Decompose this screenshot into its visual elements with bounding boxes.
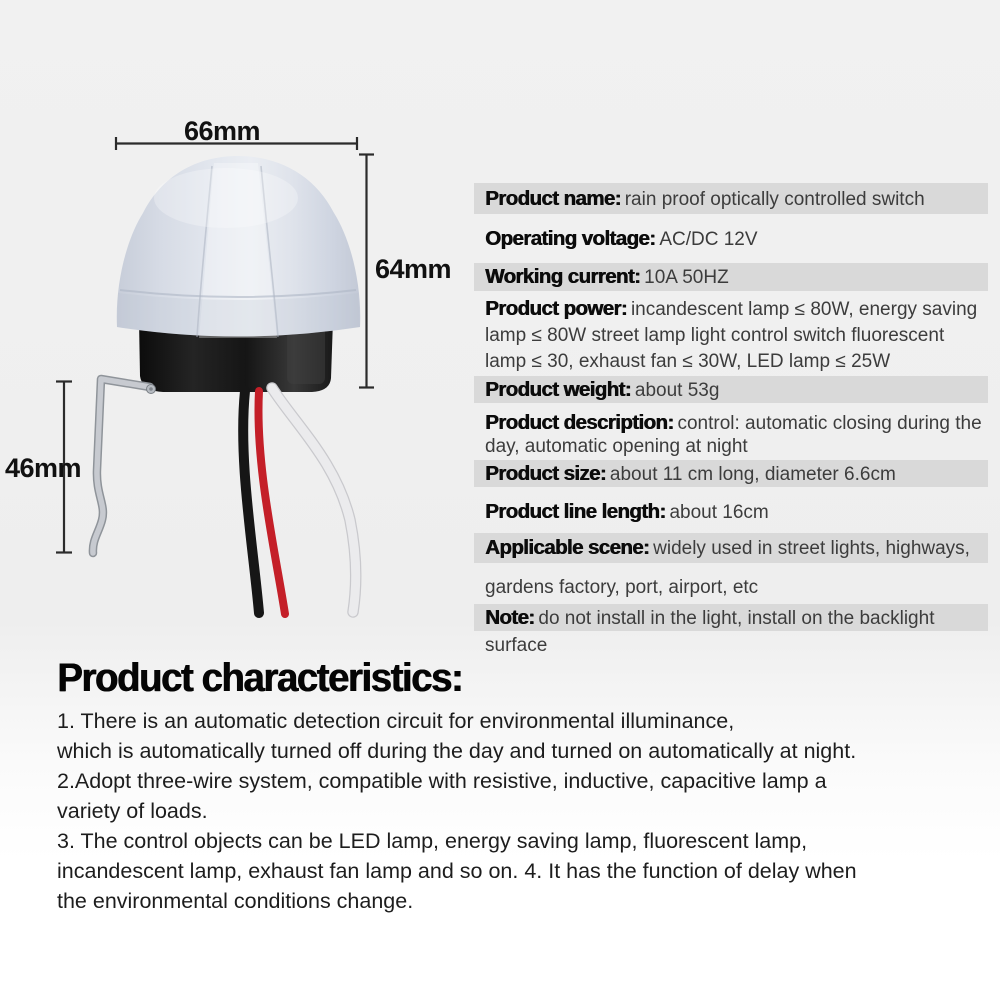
spec-row-note-continued [474,635,988,657]
spec-value: about 53g [634,380,720,401]
spec-row-product-weight [474,376,988,403]
spec-label: Product power: [485,297,627,320]
spec-label: Product name: [485,187,621,210]
characteristics-line: variety of loads. [57,799,208,823]
spec-row-product-size [474,460,988,487]
mounting-bracket [93,379,156,553]
characteristics-section [57,656,962,916]
spec-value: rain proof optically controlled switch [624,189,925,210]
spec-value: widely used in street lights, highways, [653,538,970,559]
spec-value: surface [485,635,548,656]
dim-bracket-label: 46mm [5,453,82,483]
sensor-wires [243,388,356,614]
spec-value: incandescent lamp ≤ 80W, energy saving lamp ≤ 80W street lamp light control switch fluorescent lamp ≤ 30, exhaust fan ≤ 30W, LED lamp ≤ 25W [485,299,978,372]
spec-label: Product description: [485,411,674,434]
spec-value: do not install in the light, install on the backlight [538,608,935,629]
spec-label: Product size: [485,462,606,485]
spec-value: about 16cm [669,502,769,523]
characteristics-line: incandescent lamp, exhaust fan lamp and so on. 4. It has the function of delay when [57,859,857,883]
product-photo [0,0,470,650]
dim-height-label: 64mm [375,254,452,284]
dim-width [116,116,357,150]
spec-value: AC/DC 12V [659,229,758,250]
spec-row-product-description [474,411,988,458]
spec-row-product-power [474,296,988,375]
sensor-dome [117,156,360,338]
characteristics-line: which is automatically turned off during the day and turned on automatically at night. [57,739,857,763]
characteristics-line: the environmental conditions change. [57,889,414,913]
spec-row-operating-voltage [474,227,988,252]
characteristics-line: 1. There is an automatic detection circuit for environmental illuminance, [57,709,735,733]
spec-value: about 11 cm long, diameter 6.6cm [609,464,896,485]
dim-width-label: 66mm [183,116,261,146]
spec-value: 10A 50HZ [644,267,729,288]
spec-list [474,183,988,657]
dim-bracket [5,382,81,553]
characteristics-line: 3. The control objects can be LED lamp, energy saving lamp, fluorescent lamp, [57,829,808,853]
spec-row-applicable-scene [474,533,988,563]
wire-red [258,391,285,614]
spec-row-working-current [474,263,988,291]
characteristics-line: 2.Adopt three-wire system, compatible with resistive, inductive, capacitive lamp a [57,769,827,793]
spec-value: control: automatic closing during the day, automatic opening at night [485,413,982,457]
spec-label: Working current: [485,265,641,288]
spec-row-product-name [474,183,988,214]
spec-label: Product weight: [485,378,631,401]
spec-label: Applicable scene: [485,536,650,559]
spec-row-applicable-scene-continued [474,577,988,599]
spec-label: Product line length: [485,500,666,523]
characteristics-title: Product characteristics: [57,656,463,700]
spec-row-note [474,604,988,631]
spec-label: Note: [485,606,535,629]
spec-row-product-line-length [474,500,988,525]
dim-height [359,155,451,388]
spec-label: Operating voltage: [485,227,656,250]
spec-value: gardens factory, port, airport, etc [485,577,759,598]
